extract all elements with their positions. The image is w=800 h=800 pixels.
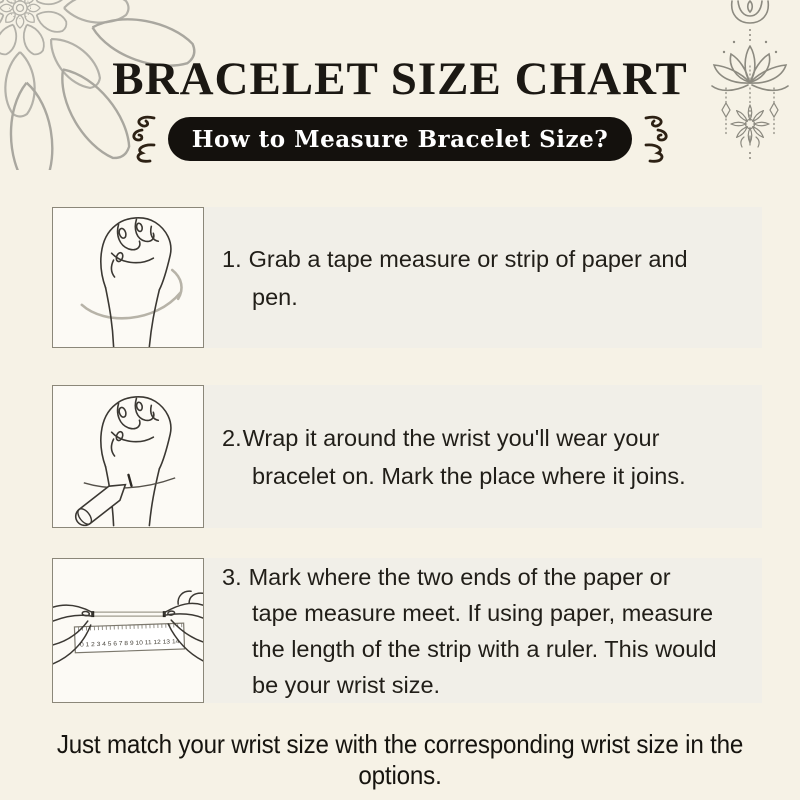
step-1-line-1 — [222, 240, 762, 278]
step-row-3 — [52, 558, 762, 703]
step-3-line-4: be your wrist size. — [252, 671, 441, 698]
hands-holding-strip-over-ruler-illustration — [53, 559, 203, 702]
fist-with-tape-measure-illustration — [53, 208, 203, 347]
ruler-numbers: 0 1 2 3 4 5 6 7 8 9 10 11 12 13 14 — [79, 639, 170, 649]
subtitle-badge: How to Measure Bracelet Size? — [168, 117, 632, 161]
step-2-number: 2. — [222, 424, 242, 451]
step-1-line-1-text: Grab a tape measure or strip of paper and — [248, 245, 688, 272]
step-3-illustration-box — [52, 558, 204, 703]
step-2-line-2: bracelet on. Mark the place where it joins. — [252, 462, 686, 489]
step-1-text — [222, 207, 762, 348]
flourish-left-icon — [127, 114, 159, 164]
step-3-line-1-text: Mark where the two ends of the paper or — [248, 563, 671, 590]
page-title: BRACELET SIZE CHART — [112, 53, 688, 105]
step-3-line-3: the length of the strip with a ruler. This would — [252, 635, 717, 662]
step-2-line-1-text: Wrap it around the wrist you'll wear your — [242, 424, 660, 451]
step-3-line-2: tape measure meet. If using paper, measure — [252, 599, 714, 626]
step-3-text — [222, 558, 762, 703]
footer-note: Just match your wrist size with the corresponding wrist size in the options. — [56, 729, 744, 790]
fist-with-pen-marking-illustration — [53, 386, 203, 527]
badge-row — [0, 114, 800, 164]
flourish-right-icon — [641, 114, 673, 164]
step-2-line-1 — [222, 419, 762, 457]
step-3-number: 3. — [222, 563, 242, 590]
step-2-text — [222, 385, 762, 528]
step-1-number: 1. — [222, 245, 242, 272]
step-3-line-1 — [222, 559, 762, 595]
step-2-illustration-box — [52, 385, 204, 528]
step-row-2 — [52, 385, 762, 528]
step-1-line-2: pen. — [252, 283, 298, 310]
step-1-illustration-box — [52, 207, 204, 348]
step-row-1 — [52, 207, 762, 348]
